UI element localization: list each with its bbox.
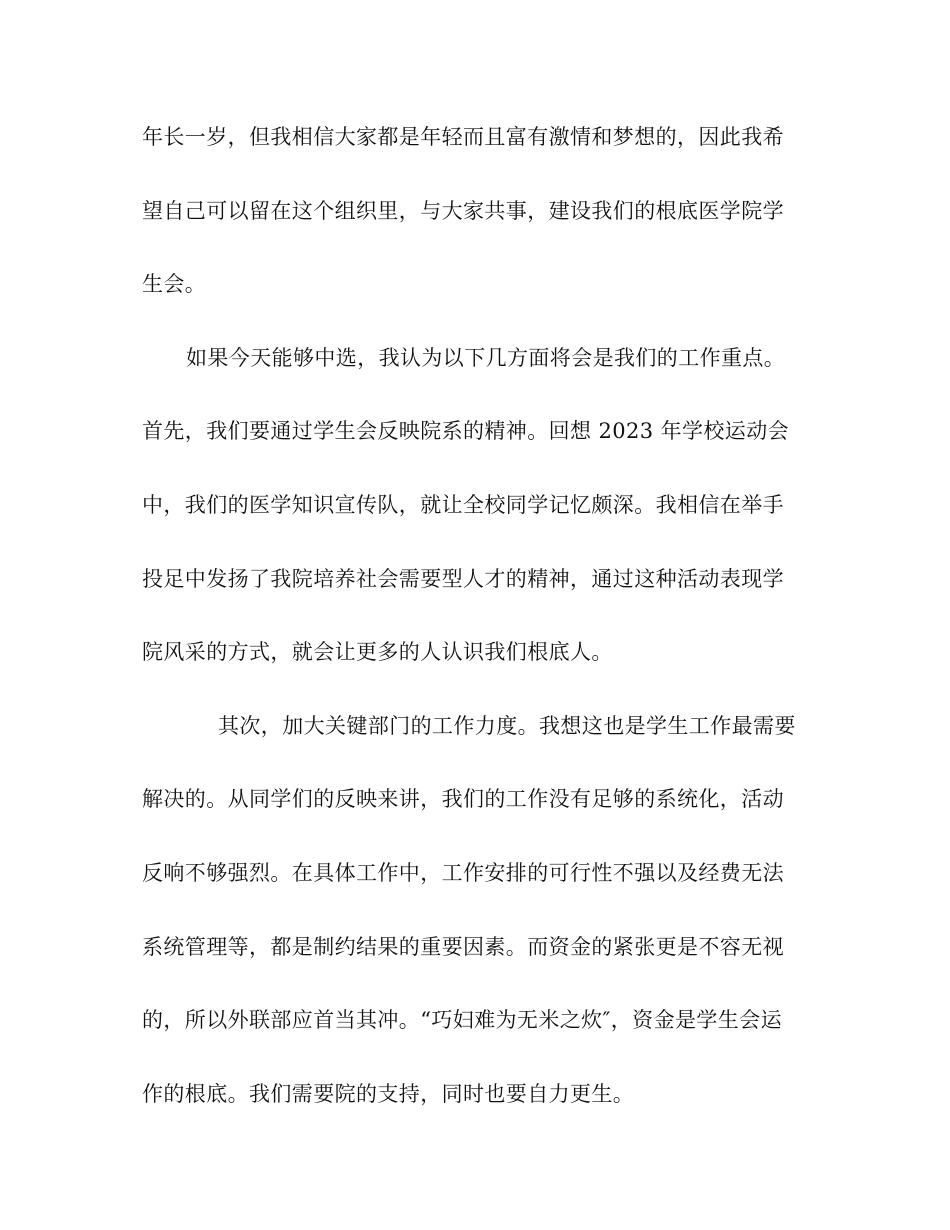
text-line: 年长一岁，但我相信大家都是年轻而且富有激情和梦想的，因此我希 [142, 125, 784, 149]
text-line: 作的根底。我们需要院的支持，同时也要自力更生。 [142, 1081, 635, 1106]
paragraph-start-line: 如果今天能够中选，我认为以下几方面将会是我们的工作重点。 [186, 345, 786, 370]
text-line: 反响不够强烈。在具体工作中，工作安排的可行性不强以及经费无法 [142, 860, 784, 885]
text-line: 首先，我们要通过学生会反映院系的精神。回想 2023 年学校运动会 [142, 419, 789, 444]
text-line: 院风采的方式，就会让更多的人认识我们根底人。 [142, 640, 613, 665]
text-line: 解决的。从同学们的反映来讲，我们的工作没有足够的系统化，活动 [142, 787, 784, 812]
text-line: 望自己可以留在这个组织里，与大家共事，建设我们的根底医学院学 [142, 198, 784, 223]
paragraph-start-line: 其次，加大关键部门的工作力度。我想这也是学生工作最需要 [218, 713, 796, 738]
text-line: 中，我们的医学知识宣传队，就让全校同学记忆颇深。我相信在举手 [142, 492, 784, 517]
text-line: 系统管理等，都是制约结果的重要因素。而资金的紧张更是不容无视 [142, 934, 784, 959]
text-line: 投足中发扬了我院培养社会需要型人才的精神，通过这种活动表现学 [142, 566, 784, 591]
text-line: 生会。 [142, 272, 207, 297]
body-text [142, 115, 812, 1145]
text-line: 的，所以外联部应首当其冲。“巧妇难为无米之炊″，资金是学生会运 [142, 1008, 782, 1033]
